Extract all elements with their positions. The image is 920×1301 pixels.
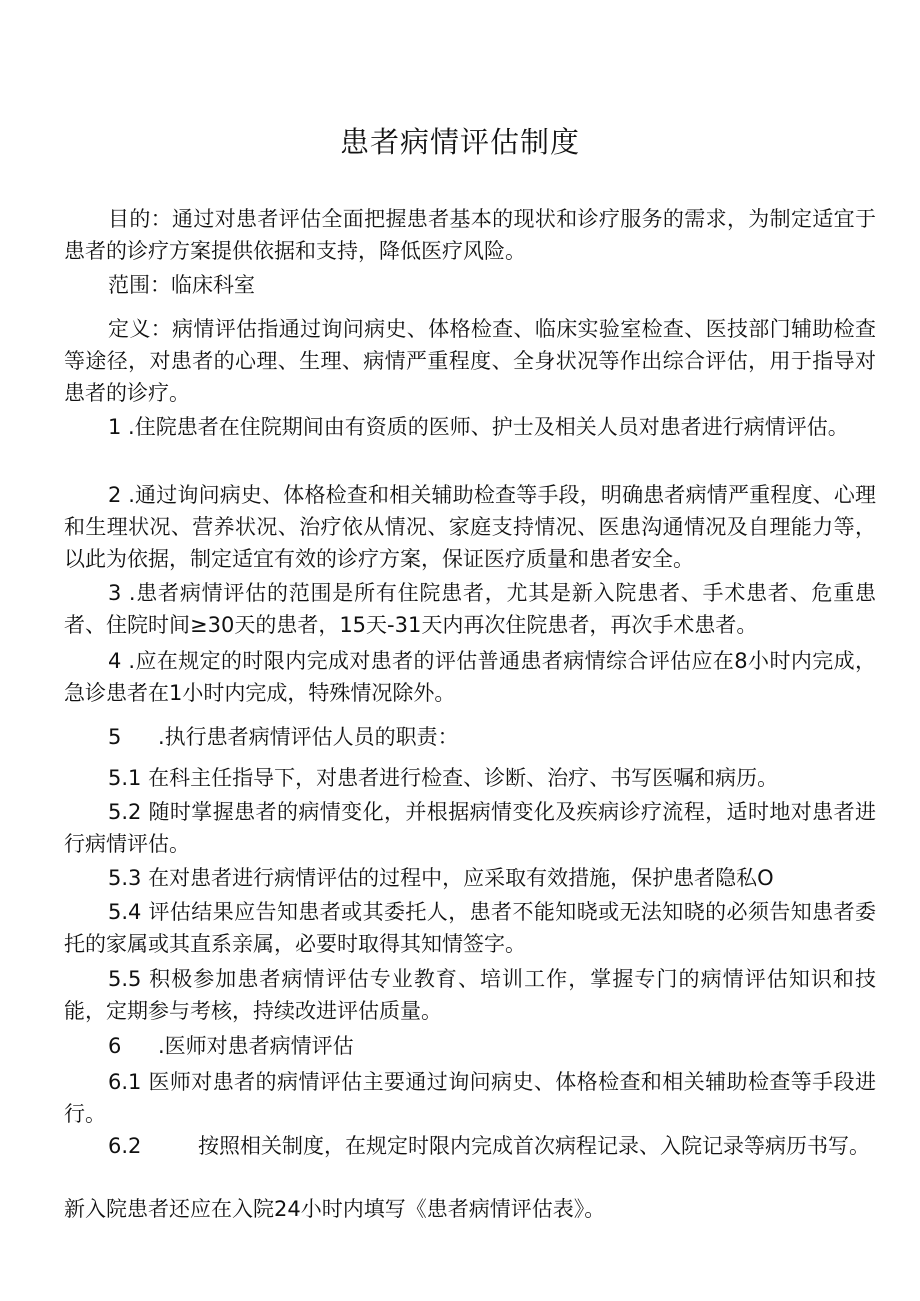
item-6-2-text: 按照相关制度，在规定时限内完成首次病程记录、入院记录等病历书写。: [198, 1134, 870, 1158]
item-5-text: .执行患者病情评估人员的职责：: [158, 725, 459, 749]
item-5-3: 5.3 在对患者进行病情评估的过程中，应采取有效措施，保护患者隐私O: [108, 866, 774, 890]
final-paragraph: 新入院患者还应在入院24小时内填写《患者病情评估表》。: [64, 1197, 606, 1221]
document-title: 患者病情评估制度: [339, 125, 580, 159]
item-5-1: 5.1 在科主任指导下，对患者进行检查、诊断、治疗、书写医嘱和病历。: [108, 766, 779, 790]
item-6-number: 6: [108, 1034, 122, 1058]
item-1: 1 .住院患者在住院期间由有资质的医师、护士及相关人员对患者进行病情评估。: [108, 415, 849, 439]
item-2: 2 .通过询问病史、体格检查和相关辅助检查等手段，明确患者病情严重程度、心理和生理状况、营养状况、治疗依从情况、家庭支持情况、医患沟通情况及自理能力等，以此为依据，制定适宜有效的诊疗方案，保证医疗质量和患者安全。: [64, 483, 876, 571]
item-4: 4 .应在规定的时限内完成对患者的评估普通患者病情综合评估应在8小时内完成，急诊患者在1小时内完成，特殊情况除外。: [64, 649, 876, 705]
purpose-paragraph: 目的：通过对患者评估全面把握患者基本的现状和诊疗服务的需求，为制定适宜于患者的诊疗方案提供依据和支持，降低医疗风险。: [64, 207, 876, 263]
item-5-number: 5: [108, 725, 122, 749]
item-5-5: 5.5 积极参加患者病情评估专业教育、培训工作，掌握专门的病情评估知识和技能，定期参与考核，持续改进评估质量。: [64, 967, 876, 1023]
item-3: 3 .患者病情评估的范围是所有住院患者，尤其是新入院患者、手术患者、危重患者、住院时间≥30天的患者，15天-31天内再次住院患者，再次手术患者。: [64, 581, 876, 637]
item-5-2: 5.2 随时掌握患者的病情变化，并根据病情变化及疾病诊疗流程，适时地对患者进行病情评估。: [64, 800, 876, 856]
item-6-2-number: 6.2: [108, 1134, 142, 1158]
scope-paragraph: 范围：临床科室: [108, 273, 255, 297]
item-6-heading: [64, 1030, 876, 1062]
item-6-1: 6.1 医师对患者的病情评估主要通过询问病史、体格检查和相关辅助检查等手段进行。: [64, 1070, 876, 1126]
item-5-heading: [64, 721, 876, 753]
definition-paragraph: 定义：病情评估指通过询问病史、体格检查、临床实验室检查、医技部门辅助检查等途径，对患者的心理、生理、病情严重程度、全身状况等作出综合评估，用于指导对患者的诊疗。: [64, 317, 876, 405]
item-6-2: [64, 1130, 876, 1162]
item-5-4: 5.4 评估结果应告知患者或其委托人，患者不能知晓或无法知晓的必须告知患者委托的家属或其直系亲属，必要时取得其知情签字。: [64, 900, 876, 956]
item-6-text: .医师对患者病情评估: [158, 1034, 354, 1058]
